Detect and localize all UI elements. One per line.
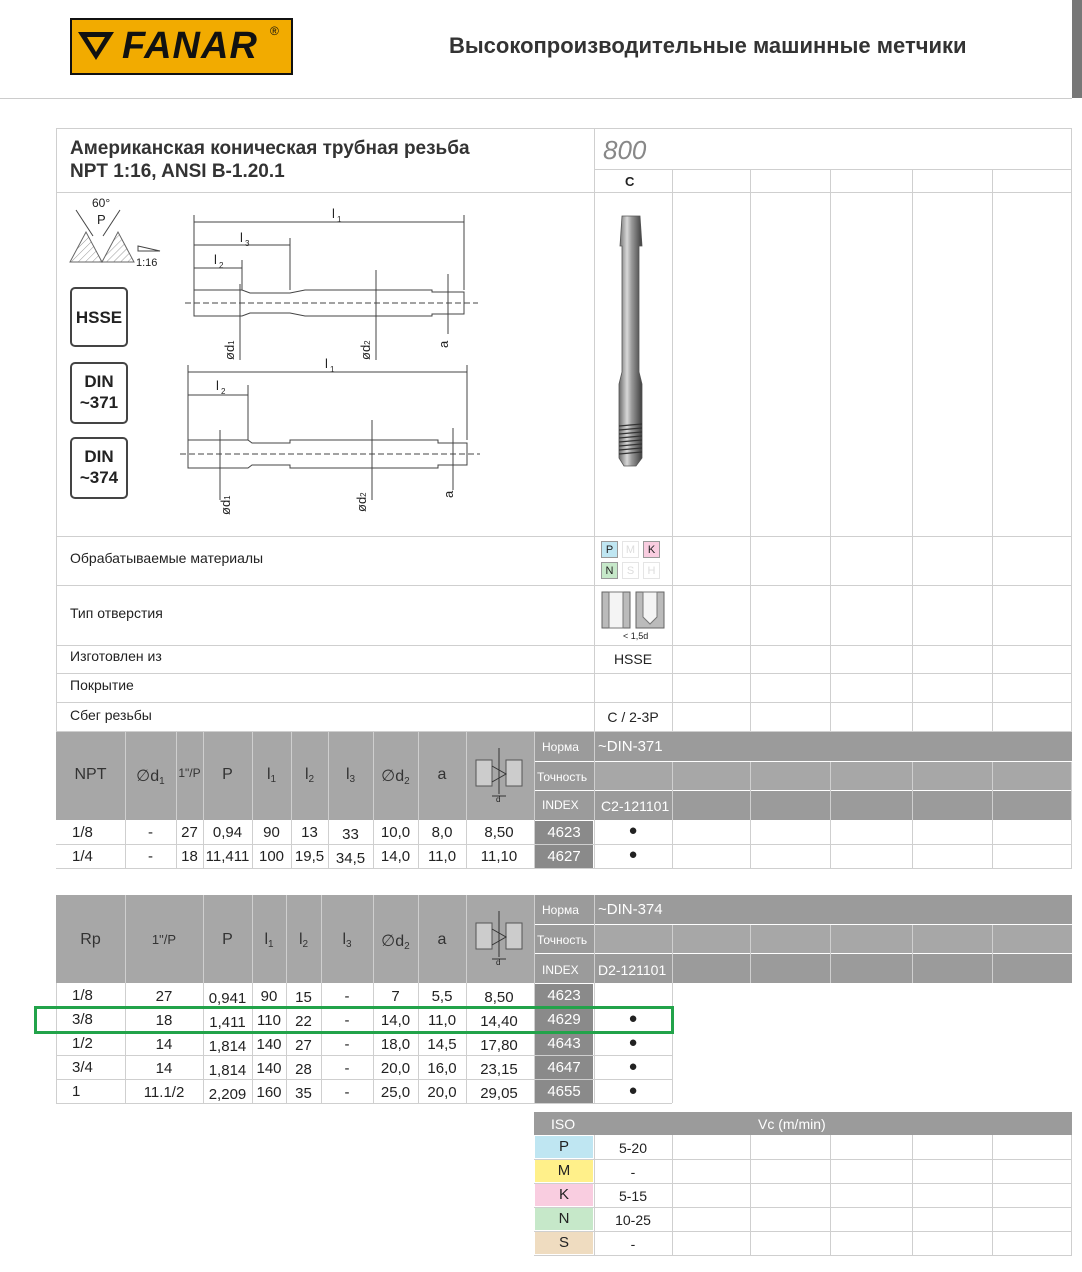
pitch-label: P <box>97 212 106 227</box>
row-highlight-box <box>34 1006 674 1034</box>
drill-diameter-icon-2 <box>472 909 528 967</box>
rp-col-tpi: 1"/P <box>151 932 177 947</box>
rp-col-rp: Rp <box>80 931 101 948</box>
prop-made-from-label: Изготовлен из <box>70 648 162 664</box>
made-from-value: HSSE <box>613 651 653 667</box>
runout-value: C / 2-3P <box>607 709 659 725</box>
material-badge-hsse: HSSE <box>70 287 128 347</box>
rp-norm-label: Норма <box>542 903 579 917</box>
svg-text:3: 3 <box>245 239 250 248</box>
svg-text:l: l <box>216 378 219 393</box>
material-h: H <box>643 562 660 579</box>
svg-text:a: a <box>436 340 451 348</box>
npt-index-value: C2-121101 <box>601 798 670 814</box>
brand-logo <box>70 18 293 75</box>
svg-text:ød1: ød1 <box>222 340 237 360</box>
rp-col-l3: $l_3$ <box>342 931 352 950</box>
npt-col-a: a <box>437 766 447 783</box>
npt-col-l3: $l_3$ <box>345 766 356 785</box>
material-m: M <box>622 541 639 558</box>
svg-text:l: l <box>240 230 243 245</box>
vc-p: 5-20 <box>618 1140 648 1156</box>
material-k: K <box>643 541 660 558</box>
svg-text:ød1: ød1 <box>218 495 233 515</box>
rp-col-l2: $l_2$ <box>298 931 309 950</box>
npt-col-l1: $l_1$ <box>266 766 277 785</box>
material-s: S <box>622 562 639 579</box>
product-title: Американская коническая трубная резьба <box>70 138 470 159</box>
rp-col-a: a <box>437 931 447 948</box>
header-divider <box>0 98 1072 99</box>
vc-s: - <box>630 1236 636 1252</box>
prop-hole-type-label: Тип отверстия <box>70 605 163 621</box>
iso-m: M <box>535 1160 593 1182</box>
svg-text:d: d <box>496 795 501 804</box>
svg-text:1: 1 <box>330 365 335 374</box>
svg-text:d: d <box>496 958 501 967</box>
tap-product-image <box>606 212 656 468</box>
npt-index-label: INDEX <box>542 798 579 812</box>
prop-coating-label: Покрытие <box>70 677 134 693</box>
right-edge-bar <box>1072 0 1082 98</box>
npt-norm-value: ~DIN-371 <box>598 738 663 755</box>
npt-col-l2: $l_2$ <box>304 766 315 785</box>
rp-index-label: INDEX <box>542 963 579 977</box>
product-standard: NPT 1:16, ANSI B-1.20.1 <box>70 161 285 182</box>
rp-accuracy-label: Точность <box>537 933 588 947</box>
registered-mark: ® <box>270 24 279 38</box>
iso-label: ISO <box>551 1116 576 1132</box>
drill-diameter-icon <box>472 746 528 804</box>
npt-col-d2: $\emptyset d_2$ <box>381 768 410 787</box>
series-number: 800 <box>603 135 647 165</box>
npt-col-npt: NPT <box>74 766 107 783</box>
svg-text:l: l <box>214 252 217 267</box>
svg-text:ød2: ød2 <box>354 492 369 512</box>
prop-runout-label: Сбег резьбы <box>70 707 152 723</box>
svg-text:1: 1 <box>337 215 342 224</box>
vc-label: Vc (m/min) <box>758 1116 826 1132</box>
material-p: P <box>601 541 618 558</box>
npt-col-p: P <box>222 766 233 783</box>
variant-code: C <box>625 174 635 189</box>
vc-k: 5-15 <box>618 1188 648 1204</box>
hole-type-icon <box>601 591 667 629</box>
din-371-badge: DIN ~371 <box>70 362 128 424</box>
svg-text:ød2: ød2 <box>358 340 373 360</box>
vc-n: 10-25 <box>615 1212 651 1228</box>
din-374-badge: DIN ~374 <box>70 437 128 499</box>
svg-text:l: l <box>325 356 328 371</box>
rp-col-d2: $\emptyset d_2$ <box>381 933 410 952</box>
rp-col-l1: $l_1$ <box>264 931 274 950</box>
svg-text:2: 2 <box>221 387 226 396</box>
svg-text:2: 2 <box>219 261 224 270</box>
iso-s: S <box>535 1232 593 1254</box>
npt-accuracy-label: Точность <box>537 770 588 784</box>
iso-k: K <box>535 1184 593 1206</box>
npt-col-tpi: 1"/P <box>178 766 201 780</box>
hole-depth-label: < 1,5d <box>623 631 649 641</box>
brand-name: FANAR <box>122 25 258 67</box>
logo-triangle-icon <box>78 30 114 62</box>
vc-m: - <box>630 1164 636 1180</box>
svg-text:a: a <box>441 490 456 498</box>
iso-p: P <box>535 1136 593 1158</box>
thread-profile-icon <box>68 194 168 268</box>
rp-col-p: P <box>222 931 233 948</box>
rp-index-value: D2-121101 <box>598 962 667 978</box>
material-n: N <box>601 562 618 579</box>
page-heading: Высокопроизводительные машинные метчики <box>449 33 967 58</box>
svg-text:l: l <box>332 206 335 221</box>
npt-norm-label: Норма <box>542 740 579 754</box>
iso-n: N <box>535 1208 593 1230</box>
tap-technical-drawing <box>180 200 490 520</box>
prop-materials-label: Обрабатываемые материалы <box>70 550 264 566</box>
taper-label: 1:16 <box>136 257 158 268</box>
rp-norm-value: ~DIN-374 <box>598 901 663 918</box>
npt-col-d1: $\emptyset d_1$ <box>136 768 165 787</box>
angle-label: 60° <box>92 196 111 210</box>
